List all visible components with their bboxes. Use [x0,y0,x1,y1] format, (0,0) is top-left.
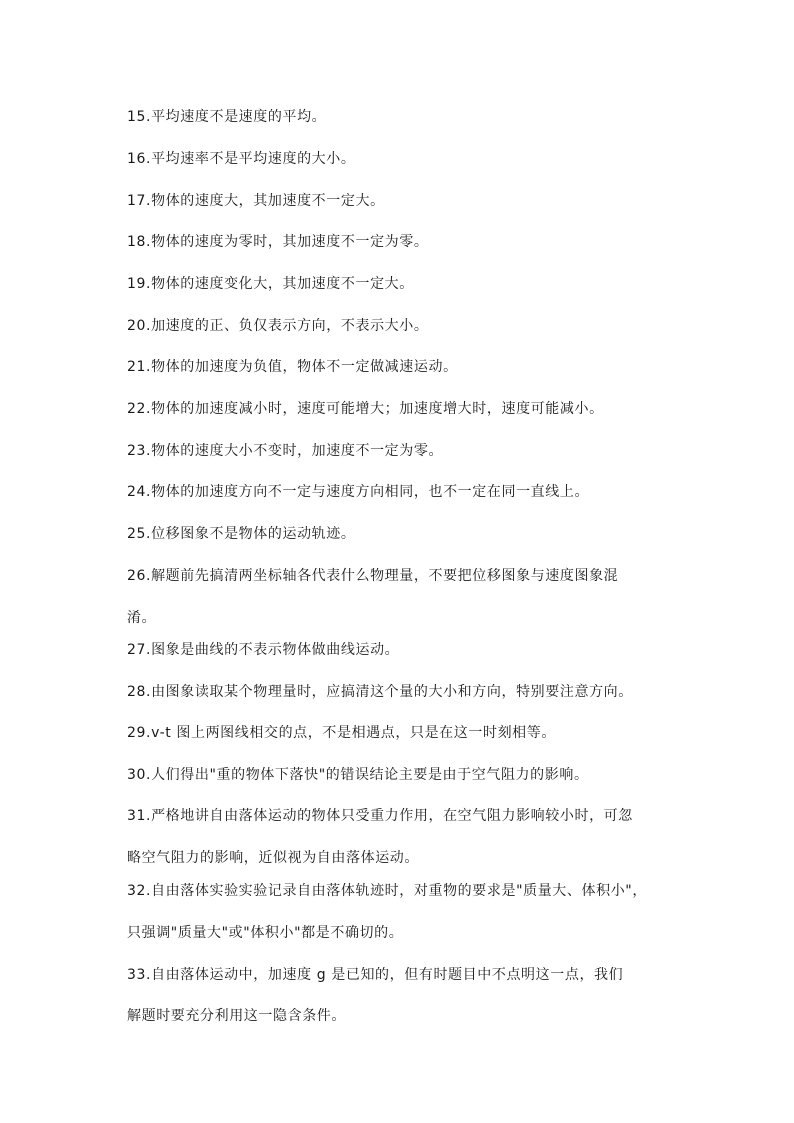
text-line-31: 31.严格地讲自由落体运动的物体只受重力作用，在空气阻力影响较小时，可忽 [127,808,633,824]
text-line-25: 25.位移图象不是物体的运动轨迹。 [127,526,356,542]
text-line-15: 15.平均速度不是速度的平均。 [127,109,327,125]
text-line-32: 32.自由落体实验实验记录自由落体轨迹时，对重物的要求是"质量大、体积小"， [127,883,647,899]
text-line-18: 18.物体的速度为零时，其加速度不一定为零。 [127,234,429,250]
text-line-21: 21.物体的加速度为负值，物体不一定做减速运动。 [127,359,458,375]
text-line-29: 29.v-t 图上两图线相交的点，不是相遇点，只是在这一时刻相等。 [127,725,556,741]
text-line-22: 22.物体的加速度减小时，速度可能增大；加速度增大时，速度可能减小。 [127,401,604,417]
text-line-33-cont: 解题时要充分利用这一隐含条件。 [127,1008,346,1024]
text-line-32-cont: 只强调"质量大"或"体积小"都是不确切的。 [127,925,404,941]
text-line-26: 26.解题前先搞清两坐标轴各代表什么物理量，不要把位移图象与速度图象混 [127,568,619,584]
text-line-31-cont: 略空气阻力的影响，近似视为自由落体运动。 [127,850,419,866]
text-line-16: 16.平均速率不是平均速度的大小。 [127,151,356,167]
text-line-27: 27.图象是曲线的不表示物体做曲线运动。 [127,642,400,658]
text-line-24: 24.物体的加速度方向不一定与速度方向相同，也不一定在同一直线上。 [127,484,590,500]
text-line-19: 19.物体的速度变化大，其加速度不一定大。 [127,276,414,292]
text-line-26-cont: 淆。 [127,610,157,626]
text-line-20: 20.加速度的正、负仅表示方向，不表示大小。 [127,318,429,334]
text-line-33: 33.自由落体运动中，加速度 g 是已知的，但有时题目中不点明这一点，我们 [127,967,624,983]
text-line-30: 30.人们得出"重的物体下落快"的错误结论主要是由于空气阻力的影响。 [127,767,589,783]
text-line-28: 28.由图象读取某个物理量时，应搞清这个量的大小和方向，特别要注意方向。 [127,684,633,700]
text-line-23: 23.物体的速度大小不变时，加速度不一定为零。 [127,443,444,459]
text-line-17: 17.物体的速度大，其加速度不一定大。 [127,193,385,209]
